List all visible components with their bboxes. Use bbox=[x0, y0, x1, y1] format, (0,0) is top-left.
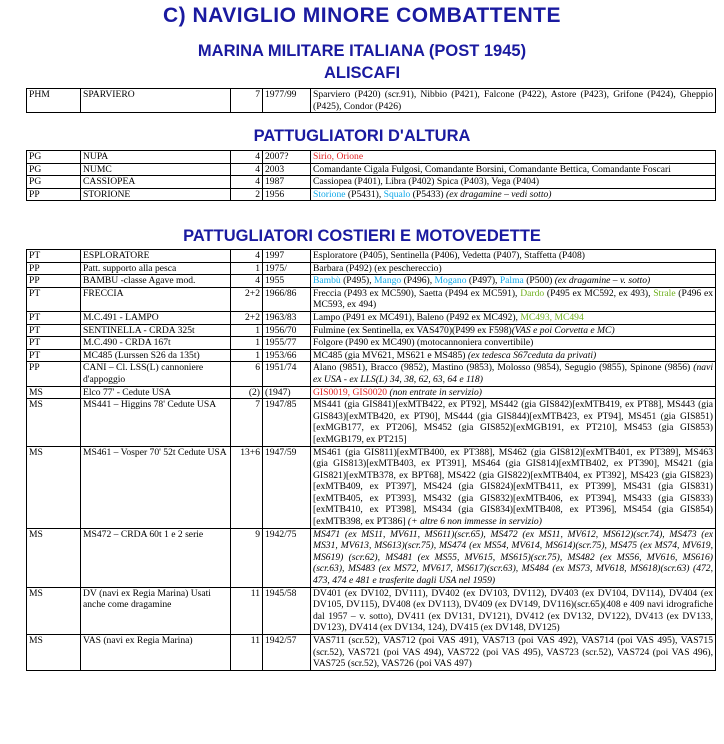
unit-count-cell: 4 bbox=[231, 250, 263, 263]
units-description-cell bbox=[311, 386, 716, 399]
description-segment: (P5431), bbox=[345, 188, 384, 200]
class-name-cell: ESPLORATORE bbox=[81, 250, 231, 263]
ship-type-cell: PT bbox=[27, 287, 81, 311]
description-segment: Barbara (P492) (ex peschereccio) bbox=[313, 262, 442, 274]
unit-count-cell: 4 bbox=[231, 176, 263, 189]
description-segment: (ex dragamine – v. sotto) bbox=[554, 275, 651, 287]
description-segment: Mogano bbox=[434, 275, 467, 287]
ship-type-cell: PP bbox=[27, 188, 81, 201]
section-title-costieri: PATTUGLIATORI COSTIERI E MOTOVEDETTE bbox=[183, 227, 541, 245]
units-description-cell bbox=[311, 287, 716, 311]
ship-type-cell: PG bbox=[27, 151, 81, 164]
unit-count-cell: 1 bbox=[231, 324, 263, 337]
service-years-cell: 1947/59 bbox=[263, 446, 311, 528]
description-segment: (P496), bbox=[401, 275, 435, 287]
description-segment: MS441 (gia GIS841)[exMTB422, ex PT92], MS442 (gia GIS842)[exMTB419, ex PT88], MS443 (gia GIS843)[exMTB420, ex PT90], MS444 (gia GIS844)[exMTB423, ex PT94], MS451 (gia GIS851)[exMGB177, ex PT206], MS452 (gia GIS852)[exMGB191, ex PT210], MS453 (gia GIS853)[exMGB179, ex PT215] bbox=[313, 399, 713, 445]
table-row bbox=[27, 399, 716, 446]
table-row bbox=[27, 349, 716, 362]
class-name-cell: SPARVIERO bbox=[81, 89, 231, 113]
description-segment: (ex dragamine – vedi sotto) bbox=[446, 188, 552, 200]
description-segment: (+ altre 6 non immesse in servizio) bbox=[407, 516, 542, 528]
service-years-cell: 1951/74 bbox=[263, 362, 311, 386]
unit-count-cell: (2) bbox=[231, 386, 263, 399]
description-segment: MS461 (gia GIS811)[exMTB400, ex PT388], MS462 (gia GIS812)[exMTB401, ex PT389], MS463 (gia GIS813)[exMTB403, ex PT391], MS464 (gia GIS814)[exMTB402, ex PT390], MS421 (gia GIS821)[exMTB378, ex BPT68], MS422 (gia GIS822)[exMTB404, ex PT392], MS423 (gia GIS823)[exMTB409, ex PT397], MS424 (gia GIS824)[exMTB411, ex PT399], MS431 (gia GIS831)[exMTB405, ex PT393], MS432 (gia GIS832)[exMTB406, ex PT394], MS433 (gia GIS833)[exMTB410, ex PT398], MS434 (gia GIS834)[exMTB408, ex PT396], MS454 (gia GIS854)[exMTB398, ex PT386] bbox=[313, 446, 713, 528]
unit-count-cell: 7 bbox=[231, 89, 263, 113]
units-description-cell bbox=[311, 163, 716, 176]
unit-count-cell: 2+2 bbox=[231, 311, 263, 324]
unit-count-cell: 1 bbox=[231, 337, 263, 350]
unit-count-cell: 11 bbox=[231, 635, 263, 671]
description-segment: (P496 ex MC593, ex 494) bbox=[313, 287, 714, 311]
class-name-cell: FRECCIA bbox=[81, 287, 231, 311]
service-years-cell: 1947/85 bbox=[263, 399, 311, 446]
ship-type-cell: MS bbox=[27, 399, 81, 446]
table-row bbox=[27, 446, 716, 528]
page-subtitle: MARINA MILITARE ITALIANA (POST 1945) bbox=[197, 42, 527, 60]
table-row bbox=[27, 386, 716, 399]
table-row bbox=[27, 275, 716, 288]
description-segment: DV401 (ex DV102, DV111), DV402 (ex DV103, DV112), DV403 (ex DV104, DV114), DV404 (ex DV105, DV115), DV408 (ex DV113), DV409 (ex DV149, DV116)(scr.65)(408 e 409 navi idrografiche dal 1957 – v. sotto), DV411 (ex DV131, DV121), DV412 (ex DV132, DV122), DV413 (ex DV133, DV123), DV414 (ex DV134, 124), DV415 (ex DV148, DV125) bbox=[313, 587, 713, 634]
class-name-cell: NUPA bbox=[81, 151, 231, 164]
ship-type-cell: PHM bbox=[27, 89, 81, 113]
table-row bbox=[27, 362, 716, 386]
ship-type-cell: MS bbox=[27, 386, 81, 399]
units-description-cell bbox=[311, 188, 716, 201]
unit-count-cell: 1 bbox=[231, 262, 263, 275]
class-name-cell: MS472 – CRDA 60t 1 e 2 serie bbox=[81, 528, 231, 587]
class-name-cell: STORIONE bbox=[81, 188, 231, 201]
ship-type-cell: MS bbox=[27, 587, 81, 634]
description-segment: Palma bbox=[499, 275, 524, 287]
unit-count-cell: 11 bbox=[231, 587, 263, 634]
class-name-cell: MS441 – Higgins 78' Cedute USA bbox=[81, 399, 231, 446]
table-row bbox=[27, 528, 716, 587]
units-description-cell bbox=[311, 446, 716, 528]
units-description-cell bbox=[311, 635, 716, 671]
table-row bbox=[27, 287, 716, 311]
class-name-cell: MC485 (Lurssen S26 da 135t) bbox=[81, 349, 231, 362]
service-years-cell: 1975/ bbox=[263, 262, 311, 275]
description-segment: Cassiopea (P401), Libra (P402) Spica (P403), Vega (P404) bbox=[313, 176, 540, 188]
service-years-cell: 1987 bbox=[263, 176, 311, 189]
class-name-cell: CANI – Cl. LSS(L) cannoniere d'appoggio bbox=[81, 362, 231, 386]
class-name-cell: VAS (navi ex Regia Marina) bbox=[81, 635, 231, 671]
service-years-cell: 1956 bbox=[263, 188, 311, 201]
description-segment: Storione bbox=[313, 188, 346, 200]
unit-count-cell: 7 bbox=[231, 399, 263, 446]
description-segment: (navi ex USA - ex LLS(L) 34, 38, 62, 63, 64 e 118) bbox=[313, 362, 713, 385]
service-years-cell: 1953/66 bbox=[263, 349, 311, 362]
units-description-cell bbox=[311, 528, 716, 587]
class-name-cell: Elco 77' - Cedute USA bbox=[81, 386, 231, 399]
table-row bbox=[27, 311, 716, 324]
units-description-cell bbox=[311, 250, 716, 263]
ship-type-cell: PT bbox=[27, 311, 81, 324]
table-row bbox=[27, 176, 716, 189]
service-years-cell: 1977/99 bbox=[263, 89, 311, 113]
units-description-cell bbox=[311, 362, 716, 386]
description-segment: Alano (9851), Bracco (9852), Mastino (9853), Molosso (9854), Segugio (9855), Spinone (9856) bbox=[313, 362, 694, 374]
description-segment: Freccia (P493 ex MC590), Saetta (P494 ex MC591), bbox=[313, 287, 521, 299]
service-years-cell: (1947) bbox=[263, 386, 311, 399]
class-name-cell: BAMBU -classe Agave mod. bbox=[81, 275, 231, 288]
description-segment: Comandante Cigala Fulgosi, Comandante Borsini, Comandante Bettica, Comandante Foscari bbox=[313, 163, 671, 175]
description-segment: Lampo (P491 ex MC491), Baleno (P492 ex MC492), bbox=[313, 311, 521, 323]
description-segment: (P5433) bbox=[410, 188, 446, 200]
unit-count-cell: 9 bbox=[231, 528, 263, 587]
service-years-cell: 1963/83 bbox=[263, 311, 311, 324]
ship-type-cell: PP bbox=[27, 275, 81, 288]
description-segment: VAS711 (scr.52), VAS712 (poi VAS 491), VAS713 (poi VAS 492), VAS714 (poi VAS 495), VAS715 (scr.52), VAS721 (poi VAS 494), VAS722 (poi VAS 495), VAS723 (scr.52), VAS724 (poi VAS 496), VAS725 (scr.52), VAS726 (poi VAS 497) bbox=[313, 635, 713, 670]
units-description-cell bbox=[311, 311, 716, 324]
service-years-cell: 2003 bbox=[263, 163, 311, 176]
class-name-cell: MS461 – Vosper 70' 52t Cedute USA bbox=[81, 446, 231, 528]
service-years-cell: 2007? bbox=[263, 151, 311, 164]
class-name-cell: M.C.490 - CRDA 167t bbox=[81, 337, 231, 350]
table-row bbox=[27, 262, 716, 275]
class-name-cell: DV (navi ex Regia Marina) Usati anche come dragamine bbox=[81, 587, 231, 634]
table-aliscafi bbox=[26, 88, 716, 113]
ship-type-cell: PT bbox=[27, 349, 81, 362]
table-row bbox=[27, 163, 716, 176]
ship-type-cell: PP bbox=[27, 262, 81, 275]
description-segment: Sirio, Orione bbox=[313, 151, 364, 162]
description-segment: Esploratore (P405), Sentinella (P406), Vedetta (P407), Staffetta (P408) bbox=[313, 250, 585, 261]
description-segment: (non entrate in servizio) bbox=[389, 386, 482, 398]
table-row bbox=[27, 324, 716, 337]
table-row bbox=[27, 337, 716, 350]
table-row bbox=[27, 188, 716, 201]
units-description-cell bbox=[311, 176, 716, 189]
description-segment: Strale bbox=[653, 287, 676, 299]
ship-type-cell: PT bbox=[27, 324, 81, 337]
service-years-cell: 1997 bbox=[263, 250, 311, 263]
description-segment: MS471 (ex MS11, MV611, MS611)(scr.65), MS472 (ex MS11, MV612, MS612)(scr.74), MS473 (ex MS31, MV613, MS613)(scr.75), MS474 (ex MS54, MV614, MS614)(scr.75), MS475 (ex MS74, MV619, MS619) (scr.62), MS481 (ex MS55, MV615, MS615)(scr.75), MS482 (ex MS56, MV616, MS616)(scr.63), MS483 (ex MS72, MV617, MS617)(scr.63), MS484 (ex MS73, MV618, MS618)(scr.63) (472, 473, 474 e 481 e trasferite dagli USA nel 1959) bbox=[313, 528, 713, 587]
description-segment: Mango bbox=[374, 275, 402, 287]
service-years-cell: 1942/75 bbox=[263, 528, 311, 587]
ship-type-cell: MS bbox=[27, 528, 81, 587]
class-name-cell: Patt. supporto alla pesca bbox=[81, 262, 231, 275]
description-segment: Fulmine (ex Sentinella, ex VAS470)(P499 ex F598) bbox=[313, 324, 512, 336]
unit-count-cell: 4 bbox=[231, 275, 263, 288]
description-segment: (ex tedesca S67ceduta da privati) bbox=[467, 349, 597, 361]
description-segment: MC485 (gia MV621, MS621 e MS485) bbox=[313, 349, 468, 361]
service-years-cell: 1966/86 bbox=[263, 287, 311, 311]
unit-count-cell: 2 bbox=[231, 188, 263, 201]
description-segment: (P500) bbox=[523, 275, 555, 287]
units-description-cell bbox=[311, 399, 716, 446]
description-segment: Bambù bbox=[313, 275, 341, 287]
unit-count-cell: 2+2 bbox=[231, 287, 263, 311]
service-years-cell: 1955/77 bbox=[263, 337, 311, 350]
table-row bbox=[27, 151, 716, 164]
description-segment: (P497), bbox=[466, 275, 500, 287]
description-segment: (P495), bbox=[340, 275, 375, 287]
description-segment: (P495 ex MC592, ex 493), bbox=[544, 287, 654, 299]
description-segment: Folgore (P490 ex MC490) (motocannoniera convertibile) bbox=[313, 337, 534, 349]
units-description-cell bbox=[311, 349, 716, 362]
ship-type-cell: PP bbox=[27, 362, 81, 386]
service-years-cell: 1955 bbox=[263, 275, 311, 288]
section-title-altura: PATTUGLIATORI D'ALTURA bbox=[253, 127, 471, 145]
units-description-cell bbox=[311, 337, 716, 350]
table-row bbox=[27, 635, 716, 671]
class-name-cell: SENTINELLA - CRDA 325t bbox=[81, 324, 231, 337]
description-segment: Dardo bbox=[520, 287, 545, 299]
ship-type-cell: PG bbox=[27, 163, 81, 176]
ship-type-cell: PG bbox=[27, 176, 81, 189]
description-segment: GIS0019, GIS0020 bbox=[313, 386, 388, 398]
unit-count-cell: 4 bbox=[231, 163, 263, 176]
service-years-cell: 1945/58 bbox=[263, 587, 311, 634]
table-row bbox=[27, 250, 716, 263]
units-description-cell bbox=[311, 151, 716, 164]
description-segment: (VAS e poi Corvetta e MC) bbox=[511, 324, 615, 336]
units-description-cell bbox=[311, 324, 716, 337]
unit-count-cell: 4 bbox=[231, 151, 263, 164]
description-segment: MC493, MC494 bbox=[520, 311, 584, 323]
table-row bbox=[27, 89, 716, 113]
units-description-cell bbox=[311, 89, 716, 113]
class-name-cell: M.C.491 - LAMPO bbox=[81, 311, 231, 324]
units-description-cell bbox=[311, 262, 716, 275]
unit-count-cell: 6 bbox=[231, 362, 263, 386]
class-name-cell: CASSIOPEA bbox=[81, 176, 231, 189]
service-years-cell: 1956/70 bbox=[263, 324, 311, 337]
units-description-cell bbox=[311, 275, 716, 288]
class-name-cell: NUMC bbox=[81, 163, 231, 176]
table-costieri bbox=[26, 249, 716, 671]
ship-type-cell: PT bbox=[27, 250, 81, 263]
page-title: C) NAVIGLIO MINORE COMBATTENTE bbox=[162, 4, 562, 27]
description-segment: Squalo bbox=[383, 188, 411, 200]
description-segment: Sparviero (P420) (scr.91), Nibbio (P421), Falcone (P422), Astore (P423), Grifone (P424), Gheppio (P425), Condor (P426) bbox=[313, 89, 713, 112]
unit-count-cell: 1 bbox=[231, 349, 263, 362]
table-row bbox=[27, 587, 716, 634]
ship-type-cell: MS bbox=[27, 446, 81, 528]
ship-type-cell: PT bbox=[27, 337, 81, 350]
unit-count-cell: 13+6 bbox=[231, 446, 263, 528]
service-years-cell: 1942/57 bbox=[263, 635, 311, 671]
section-title-aliscafi: ALISCAFI bbox=[323, 64, 401, 82]
units-description-cell bbox=[311, 587, 716, 634]
table-altura bbox=[26, 150, 716, 201]
ship-type-cell: MS bbox=[27, 635, 81, 671]
